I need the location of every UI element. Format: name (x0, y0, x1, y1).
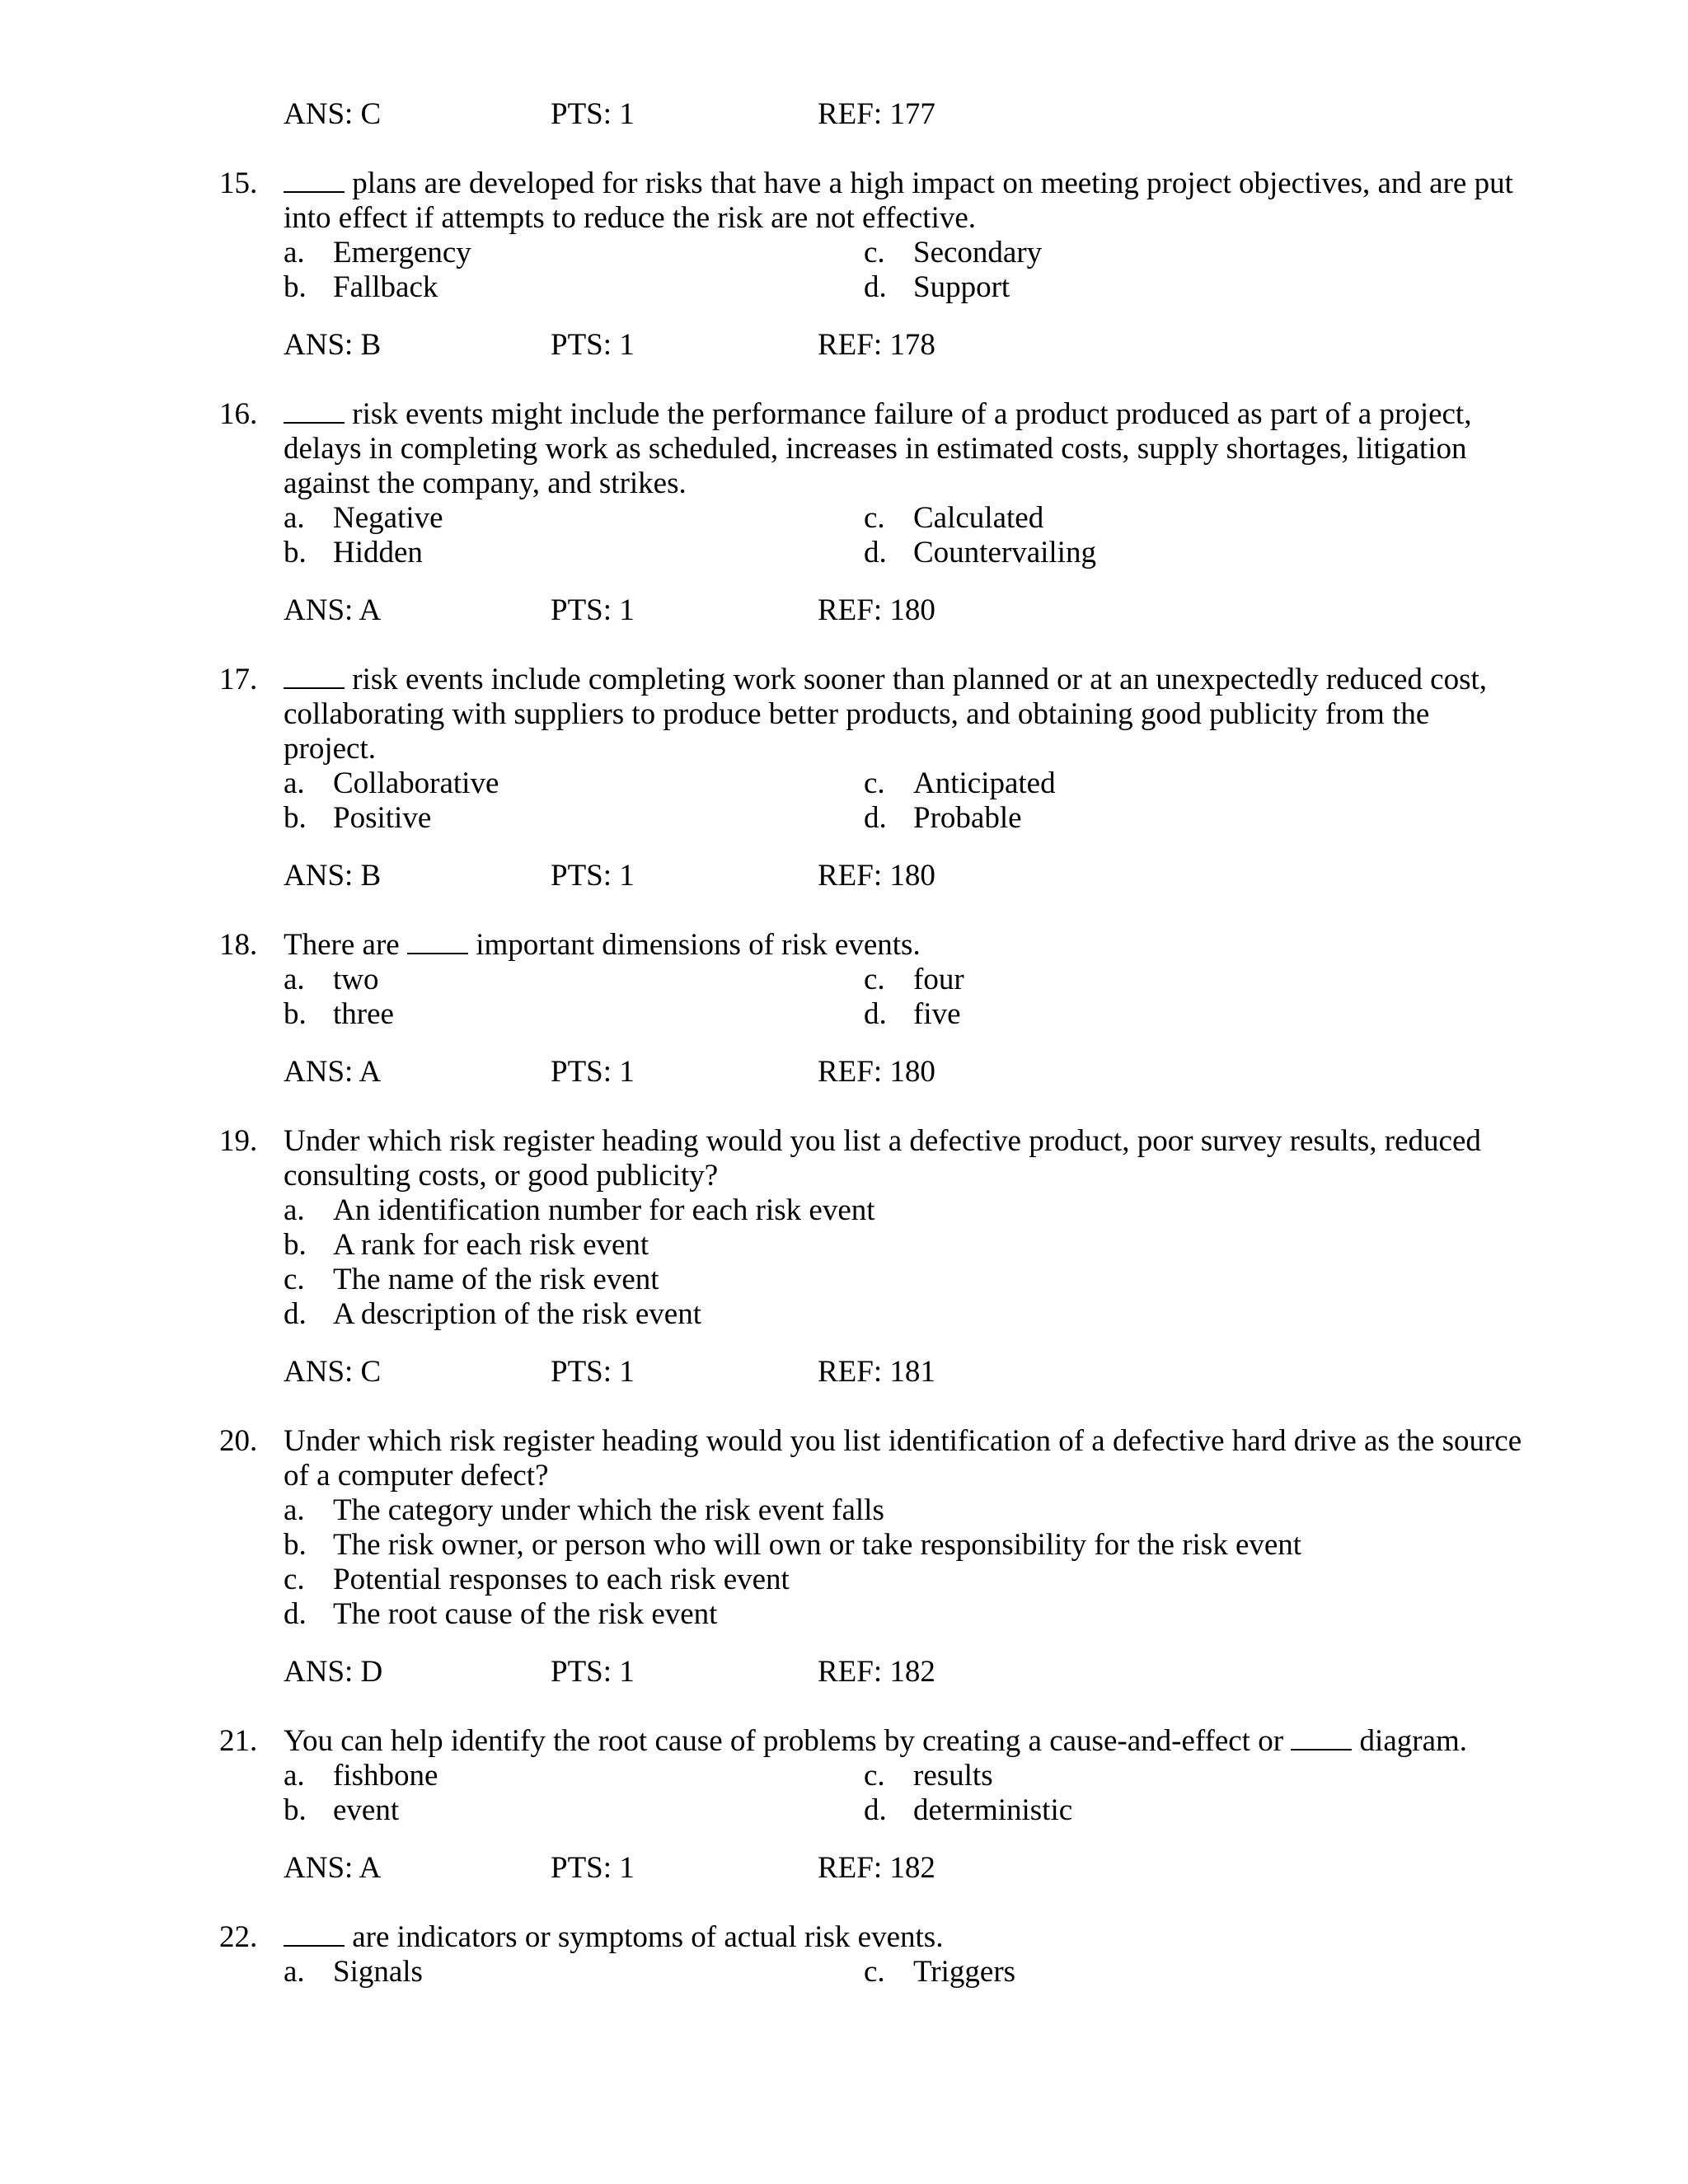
reference: REF: 182 (818, 1851, 935, 1885)
question-number: 16. (219, 397, 258, 431)
option-c: c. Calculated (864, 501, 1044, 535)
options (284, 766, 1525, 836)
answer-blank (284, 663, 345, 689)
option-b: b. A rank for each risk event (284, 1228, 649, 1262)
option-c: c. Potential responses to each risk event (284, 1563, 790, 1596)
option-d: d. The root cause of the risk event (284, 1597, 718, 1631)
question-20 (219, 1424, 1525, 1690)
question-number: 15. (219, 166, 258, 200)
answer-blank (407, 928, 468, 954)
options (284, 1193, 1525, 1332)
option-a: a. Negative (284, 501, 443, 535)
option-a: a. Collaborative (284, 766, 499, 800)
points: PTS: 1 (551, 1355, 635, 1389)
answer-key: ANS: A (284, 1055, 382, 1089)
question-text: You can help identify the root cause of problems by creating a cause-and-effect or diagram. (284, 1724, 1468, 1758)
reference: REF: 182 (818, 1655, 935, 1689)
question-text: Under which risk register heading would you list a defective product, poor survey results, reduced consulting costs, or good publicity? (284, 1124, 1481, 1193)
question-16 (219, 397, 1525, 628)
option-a: a. Signals (284, 1955, 423, 1989)
question-number: 21. (219, 1724, 258, 1758)
question-text: plans are developed for risks that have a high impact on meeting project objectives, and are put into effect if attempts to reduce the risk are not effective. (284, 166, 1513, 235)
question-text: risk events might include the performance failure of a product produced as part of a project, delays in completing work as scheduled, increases in estimated costs, supply shortages, litigation against the company, and strikes. (284, 397, 1472, 500)
reference: REF: 177 (818, 97, 935, 131)
points: PTS: 1 (551, 1055, 635, 1089)
question-number: 19. (219, 1124, 258, 1158)
option-d: d. five (864, 997, 961, 1031)
answer-line (284, 1851, 1525, 1886)
option-a: a. two (284, 963, 379, 996)
options (284, 963, 1525, 1032)
question-17 (219, 663, 1525, 893)
question-18 (219, 928, 1525, 1090)
points: PTS: 1 (551, 859, 635, 893)
options (284, 1759, 1525, 1828)
answer-key: ANS: B (284, 859, 382, 893)
option-c: c. four (864, 963, 964, 996)
answer-line (284, 328, 1525, 363)
option-c: c. Secondary (864, 236, 1043, 269)
answer-key: ANS: C (284, 1355, 382, 1389)
option-c: c. results (864, 1759, 993, 1793)
answer-key: ANS: C (284, 97, 382, 131)
option-a: a. An identification number for each risk event (284, 1193, 875, 1227)
answer-key: ANS: D (284, 1655, 383, 1689)
points: PTS: 1 (551, 97, 635, 131)
options (284, 501, 1525, 570)
option-d: d. deterministic (864, 1793, 1073, 1827)
option-b: b. Hidden (284, 536, 423, 569)
answer-line-q14 (284, 97, 1525, 132)
option-b: b. Positive (284, 801, 432, 835)
option-a: a. The category under which the risk event falls (284, 1493, 884, 1527)
answer-line (284, 593, 1525, 628)
option-d: d. A description of the risk event (284, 1297, 701, 1331)
question-list (219, 97, 1525, 1990)
option-b: b. Fallback (284, 270, 438, 304)
question-number: 18. (219, 928, 258, 962)
answer-blank (1291, 1724, 1352, 1750)
reference: REF: 180 (818, 1055, 935, 1089)
question-text: There are important dimensions of risk events. (284, 928, 921, 962)
options (284, 236, 1525, 305)
question-number: 22. (219, 1920, 258, 1954)
question-number: 17. (219, 663, 258, 696)
answer-key: ANS: A (284, 1851, 382, 1885)
answer-key: ANS: B (284, 328, 382, 362)
option-c: c. Anticipated (864, 766, 1056, 800)
question-19 (219, 1124, 1525, 1390)
option-a: a. Emergency (284, 236, 471, 269)
points: PTS: 1 (551, 1851, 635, 1885)
option-d: d. Support (864, 270, 1010, 304)
answer-line (284, 1355, 1525, 1390)
option-b: b. event (284, 1793, 400, 1827)
option-c: c. Triggers (864, 1955, 1016, 1989)
reference: REF: 180 (818, 859, 935, 893)
answer-blank (284, 1920, 345, 1947)
question-text: risk events include completing work sooner than planned or at an unexpectedly reduced cost, collaborating with suppliers to produce better products, and obtaining good publicity from the project. (284, 663, 1488, 766)
answer-key: ANS: A (284, 593, 382, 627)
answer-line (284, 1655, 1525, 1690)
question-text: Under which risk register heading would you list identification of a defective hard drive as the source of a computer defect? (284, 1424, 1522, 1493)
option-a: a. fishbone (284, 1759, 438, 1793)
points: PTS: 1 (551, 593, 635, 627)
question-text: are indicators or symptoms of actual risk events. (284, 1920, 1525, 1955)
reference: REF: 180 (818, 593, 935, 627)
answer-blank (284, 166, 345, 193)
question-15 (219, 166, 1525, 363)
option-d: d. Probable (864, 801, 1022, 835)
points: PTS: 1 (551, 328, 635, 362)
answer-line (284, 859, 1525, 893)
option-c: c. The name of the risk event (284, 1263, 659, 1296)
reference: REF: 178 (818, 328, 935, 362)
options (284, 1493, 1525, 1632)
options (284, 1955, 1525, 1990)
question-21 (219, 1724, 1525, 1886)
option-b: b. three (284, 997, 394, 1031)
reference: REF: 181 (818, 1355, 935, 1389)
option-b: b. The risk owner, or person who will own or take responsibility for the risk event (284, 1528, 1302, 1562)
answer-line (284, 1055, 1525, 1090)
answer-blank (284, 397, 345, 424)
option-d: d. Countervailing (864, 536, 1096, 569)
points: PTS: 1 (551, 1655, 635, 1689)
question-22 (219, 1920, 1525, 1990)
question-number: 20. (219, 1424, 258, 1458)
